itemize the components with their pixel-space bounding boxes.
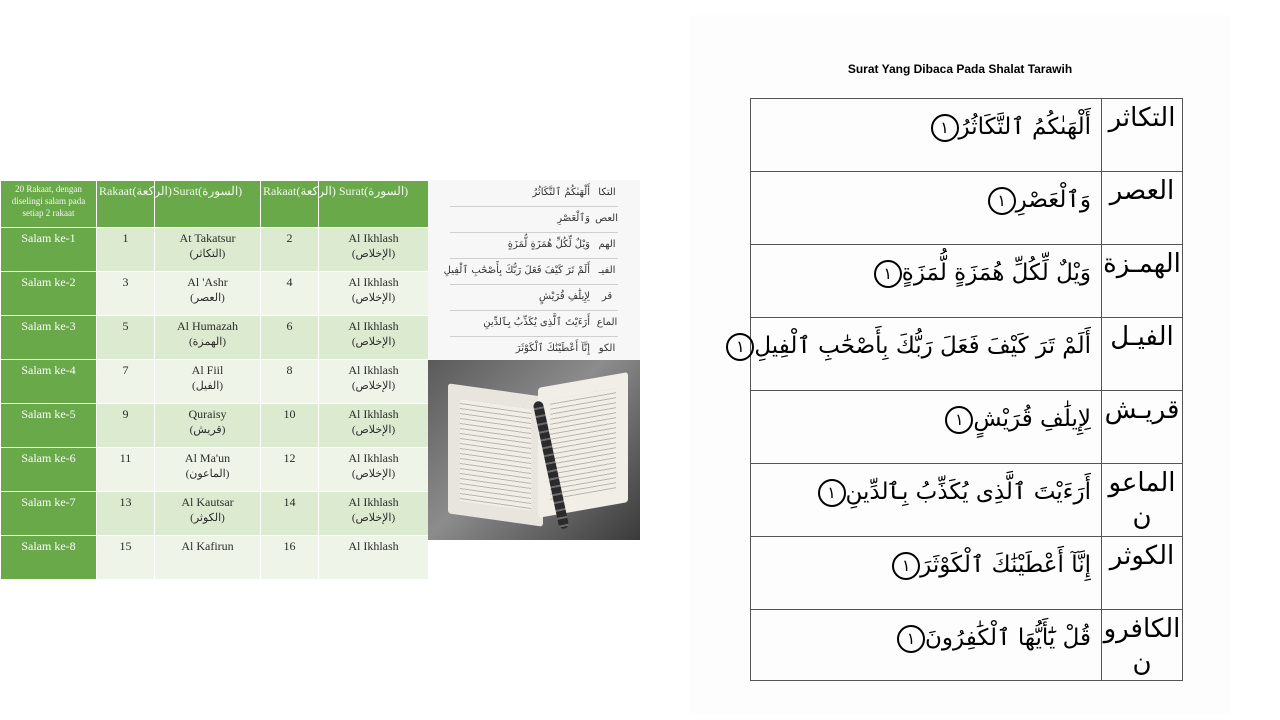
rakaat-number: 9	[97, 404, 155, 448]
mini-surah-row	[450, 232, 618, 259]
mini-surah-row	[443, 258, 618, 285]
surat-cell	[155, 404, 261, 448]
surat-name-arabic: (الإخلاص)	[351, 380, 396, 392]
surat-cell	[155, 360, 261, 404]
surah-verse-cell	[751, 537, 1102, 610]
mini-surah-row	[450, 310, 618, 337]
surat-name-arabic: (الكوثر)	[190, 512, 225, 524]
surah-verse-cell	[751, 464, 1102, 537]
surah-verse: وَٱلْعَصْرِ	[1015, 187, 1091, 213]
schedule-row	[1, 228, 429, 272]
surah-name: الماعون	[1102, 464, 1183, 537]
surat-cell	[319, 228, 429, 272]
surat-name-arabic: (الهمزة)	[188, 336, 226, 348]
mini-surah-name: العص	[595, 213, 618, 224]
salam-label: Salam ke-7	[1, 492, 97, 536]
surat-name-arabic: (الإخلاص)	[351, 468, 396, 480]
surah-table	[736, 98, 1183, 681]
mini-surah-row	[450, 206, 618, 233]
mini-surah-name: الفيـ	[598, 265, 616, 276]
left-composite-image	[0, 180, 640, 553]
rakaat-number: 14	[261, 492, 319, 536]
ayah-number-icon: ١	[874, 260, 902, 288]
schedule-row	[1, 448, 429, 492]
rakaat-number: 8	[261, 360, 319, 404]
surah-verse: أَلْهَىٰكُمُ ٱلتَّكَاثُرُ	[958, 114, 1091, 140]
surat-name: At Takatsur	[179, 231, 236, 245]
schedule-row	[1, 536, 429, 580]
mini-surah-verse: لِإِيلَٰفِ قُرَيْشٍ	[538, 291, 590, 302]
surat-cell	[155, 448, 261, 492]
surat-name: Al Ma'un	[184, 451, 231, 465]
surah-name: قريـش	[1102, 391, 1183, 464]
ayah-number-icon: ١	[931, 114, 959, 142]
rakaat-number: 4	[261, 272, 319, 316]
surat-name: Al Ikhlash	[348, 275, 399, 289]
surat-name-arabic: (التكاثر)	[189, 248, 226, 260]
salam-label: Salam ke-5	[1, 404, 97, 448]
schedule-header-row	[1, 181, 429, 228]
surah-row	[751, 99, 1183, 172]
surat-name-arabic: (الإخلاص)	[351, 512, 396, 524]
salam-label: Salam ke-1	[1, 228, 97, 272]
mini-surah-name: التكا	[598, 187, 616, 198]
surah-row	[751, 537, 1183, 610]
surah-verse-cell	[751, 172, 1102, 245]
surat-cell	[155, 228, 261, 272]
surat-name: Al Ikhlash	[348, 319, 399, 333]
rakaat-number: 13	[97, 492, 155, 536]
rakaat-number: 7	[97, 360, 155, 404]
mini-surah-verse: وَٱلْعَصْرِ	[557, 213, 590, 224]
surat-name-arabic: (الإخلاص)	[351, 336, 396, 348]
surat-name-arabic: (الإخلاص)	[351, 292, 396, 304]
surat-name: Al Kafirun	[181, 539, 234, 553]
rakaat-number: 5	[97, 316, 155, 360]
surah-name: الكافرون	[1102, 610, 1183, 681]
surah-verse: لِإِيلَٰفِ قُرَيْشٍ	[973, 406, 1091, 432]
surat-name-arabic: (قريش)	[189, 424, 226, 436]
surat-cell	[319, 316, 429, 360]
surat-cell	[319, 404, 429, 448]
surat-name: Al Ikhlash	[348, 363, 399, 377]
rakaat-number: 15	[97, 536, 155, 580]
surah-name: الهمـزة	[1102, 245, 1183, 318]
surat-name: Al Ikhlash	[348, 539, 399, 553]
quran-left-page	[448, 383, 543, 526]
header-surat: Surat(السورة)	[319, 181, 429, 228]
surah-verse: قُلْ يَٰٓأَيُّهَا ٱلْكَٰفِرُونَ	[925, 625, 1091, 651]
mini-surah-verse: إِنَّآ أَعْطَيْنَٰكَ ٱلْكَوْثَرَ	[515, 343, 590, 354]
mini-surah-verse: أَرَءَيْتَ ٱلَّذِى يُكَذِّبُ بِٱلدِّينِ	[483, 317, 590, 328]
surat-name-arabic: (العصر)	[190, 292, 225, 304]
surat-cell	[155, 536, 261, 580]
surat-name: Al 'Ashr	[187, 275, 228, 289]
document-title: Surat Yang Dibaca Pada Shalat Tarawih	[847, 62, 1073, 76]
surah-verse-cell	[751, 245, 1102, 318]
surah-row	[751, 464, 1183, 537]
header-rakaat: Rakaat(الركعة)	[97, 181, 155, 228]
surah-name: التكاثر	[1102, 99, 1183, 172]
ayah-number-icon: ١	[818, 479, 846, 507]
salam-label: Salam ke-8	[1, 536, 97, 580]
mini-surah-name: قر	[601, 291, 613, 302]
ayah-number-icon: ١	[726, 333, 754, 361]
schedule-row	[1, 272, 429, 316]
surat-name: Al Fiil	[191, 363, 224, 377]
mini-surah-row	[450, 336, 618, 363]
surat-name: Al Ikhlash	[348, 451, 399, 465]
surah-name: الفيـل	[1102, 318, 1183, 391]
ayah-number-icon: ١	[945, 406, 973, 434]
rakaat-number: 6	[261, 316, 319, 360]
ayah-number-icon: ١	[897, 625, 925, 653]
surat-cell	[319, 360, 429, 404]
surat-name: Al Kautsar	[181, 495, 234, 509]
surah-name: الكوثر	[1102, 537, 1183, 610]
header-surat: Surat(السورة)	[155, 181, 261, 228]
mini-surah-name: الكو	[598, 343, 616, 354]
quran-photo	[428, 360, 640, 540]
mini-surah-row	[450, 284, 618, 311]
surah-row	[751, 245, 1183, 318]
salam-label: Salam ke-3	[1, 316, 97, 360]
schedule-row	[1, 316, 429, 360]
ayah-number-icon: ١	[988, 187, 1016, 215]
surat-name: Al Humazah	[177, 319, 238, 333]
surah-row	[751, 610, 1183, 681]
surah-row	[751, 391, 1183, 464]
surat-cell	[155, 492, 261, 536]
rakaat-number: 16	[261, 536, 319, 580]
mini-surah-name: الماع	[596, 317, 618, 328]
surah-verse: وَيْلٌ لِّكُلِّ هُمَزَةٍ لُّمَزَةٍ	[901, 260, 1091, 286]
rakaat-number: 1	[97, 228, 155, 272]
mini-surah-verse: وَيْلٌ لِّكُلِّ هُمَزَةٍ لُّمَزَةٍ	[507, 239, 590, 250]
schedule-row	[1, 360, 429, 404]
surat-cell	[319, 272, 429, 316]
surat-name: Al Ikhlash	[348, 407, 399, 421]
mini-surah-verse: أَلَمْ تَرَ كَيْفَ فَعَلَ رَبُّكَ بِأَصْحَٰبِ ٱلْفِيلِ	[443, 265, 590, 276]
header-rakaat: Rakaat(الركعة)	[261, 181, 319, 228]
surat-cell	[319, 492, 429, 536]
surah-document	[690, 15, 1230, 715]
rakaat-number: 2	[261, 228, 319, 272]
salam-label: Salam ke-4	[1, 360, 97, 404]
surah-verse-cell	[751, 610, 1102, 681]
rakaat-number: 3	[97, 272, 155, 316]
rakaat-number: 10	[261, 404, 319, 448]
rakaat-number: 12	[261, 448, 319, 492]
surat-name: Quraisy	[188, 407, 227, 421]
schedule-note: 20 Rakaat, dengan diselingi salam pada setiap 2 rakaat	[1, 181, 97, 228]
surat-name-arabic: (الفيل)	[192, 380, 223, 392]
surah-verse-cell	[751, 99, 1102, 172]
surah-verse: إِنَّآ أَعْطَيْنَٰكَ ٱلْكَوْثَرَ	[920, 552, 1091, 578]
mini-surah-verse: أَلْهَىٰكُمُ ٱلتَّكَاثُرُ	[532, 187, 590, 198]
mini-surah-document	[428, 180, 640, 360]
surat-cell	[155, 272, 261, 316]
surat-cell	[319, 448, 429, 492]
surah-row	[751, 172, 1183, 245]
rakaat-schedule-table	[0, 180, 429, 580]
surat-cell	[319, 536, 429, 580]
mini-surah-row	[450, 180, 618, 207]
schedule-row	[1, 404, 429, 448]
surat-name: Al Ikhlash	[348, 231, 399, 245]
schedule-row	[1, 492, 429, 536]
surat-name-arabic: (الماعون)	[185, 468, 230, 480]
surah-verse-cell	[736, 318, 1102, 391]
surat-name: Al Ikhlash	[348, 495, 399, 509]
surat-name-arabic: (الإخلاص)	[351, 248, 396, 260]
surah-verse: أَلَمْ تَرَ كَيْفَ فَعَلَ رَبُّكَ بِأَصْحَٰبِ ٱلْفِيلِ	[754, 333, 1091, 359]
surah-verse-cell	[751, 391, 1102, 464]
ayah-number-icon: ١	[892, 552, 920, 580]
mini-surah-name: الهم	[598, 239, 616, 250]
salam-label: Salam ke-6	[1, 448, 97, 492]
surat-cell	[155, 316, 261, 360]
surah-verse: أَرَءَيْتَ ٱلَّذِى يُكَذِّبُ بِٱلدِّينِ	[845, 479, 1091, 505]
surat-name-arabic: (الإخلاص)	[351, 424, 396, 436]
surah-name: العصر	[1102, 172, 1183, 245]
rakaat-number: 11	[97, 448, 155, 492]
surah-row	[751, 318, 1183, 391]
salam-label: Salam ke-2	[1, 272, 97, 316]
